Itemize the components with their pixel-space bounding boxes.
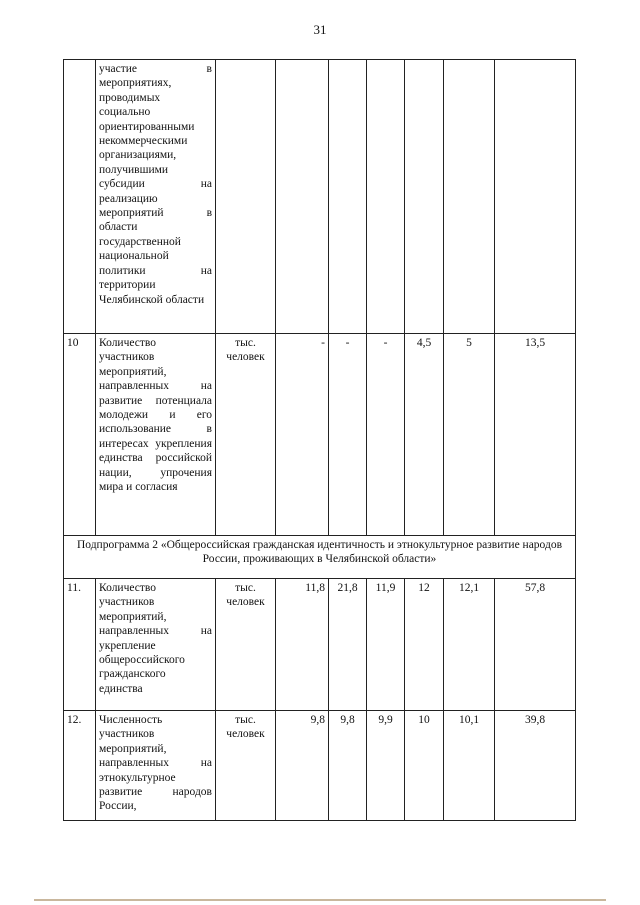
table-row [64, 60, 576, 334]
unit-cell: тыс. человек [216, 579, 276, 711]
value-cell: 9,8 [276, 711, 329, 821]
row-number: 10 [64, 334, 96, 536]
total-cell: 39,8 [495, 711, 576, 821]
page-number: 31 [313, 22, 327, 37]
indicator-name: участие в мероприятиях, проводимых социально ориентированными некоммерческими организациями, получившими субсидии на реализацию мероприятий в области государственной национальной политики на территории Челябинской области [96, 60, 216, 334]
indicator-name: Количество участников мероприятий, направленных на развитие потенциала молодежи и его использование в интересах укрепления единства российской нации, упрочения мира и согласия [96, 334, 216, 536]
value-cell: 11,9 [367, 579, 405, 711]
row-number [64, 60, 96, 334]
value-cell: - [367, 334, 405, 536]
value-cell: 12 [405, 579, 444, 711]
value-cell: - [329, 334, 367, 536]
scan-edge-line [34, 899, 606, 901]
value-cell: 9,8 [329, 711, 367, 821]
value-cell: - [276, 334, 329, 536]
value-cell: 21,8 [329, 579, 367, 711]
value-cell: 10,1 [444, 711, 495, 821]
value-cell: 12,1 [444, 579, 495, 711]
unit-cell: тыс. человек [216, 711, 276, 821]
subprogram-heading: Подпрограмма 2 «Общероссийская гражданская идентичность и этнокультурное развитие народов России, проживающих в Челябинской области» [64, 536, 576, 579]
table-row [64, 711, 576, 821]
value-cell: 9,9 [367, 711, 405, 821]
unit-cell [216, 60, 276, 334]
value-cell: 4,5 [405, 334, 444, 536]
indicator-name: Численность участников мероприятий, направленных на этнокультурное развитие народов России, [96, 711, 216, 821]
indicators-table [63, 59, 576, 821]
total-cell: 13,5 [495, 334, 576, 536]
row-number: 11. [64, 579, 96, 711]
total-cell [495, 60, 576, 334]
row-number: 12. [64, 711, 96, 821]
value-cell [444, 60, 495, 334]
value-cell [276, 60, 329, 334]
indicator-name: Количество участников мероприятий, направленных на укрепление общероссийского гражданского единства [96, 579, 216, 711]
table-row [64, 579, 576, 711]
value-cell: 10 [405, 711, 444, 821]
value-cell [329, 60, 367, 334]
total-cell: 57,8 [495, 579, 576, 711]
table-row [64, 334, 576, 536]
value-cell [367, 60, 405, 334]
value-cell [405, 60, 444, 334]
subprogram-row [64, 536, 576, 579]
value-cell: 5 [444, 334, 495, 536]
value-cell: 11,8 [276, 579, 329, 711]
unit-cell: тыс. человек [216, 334, 276, 536]
